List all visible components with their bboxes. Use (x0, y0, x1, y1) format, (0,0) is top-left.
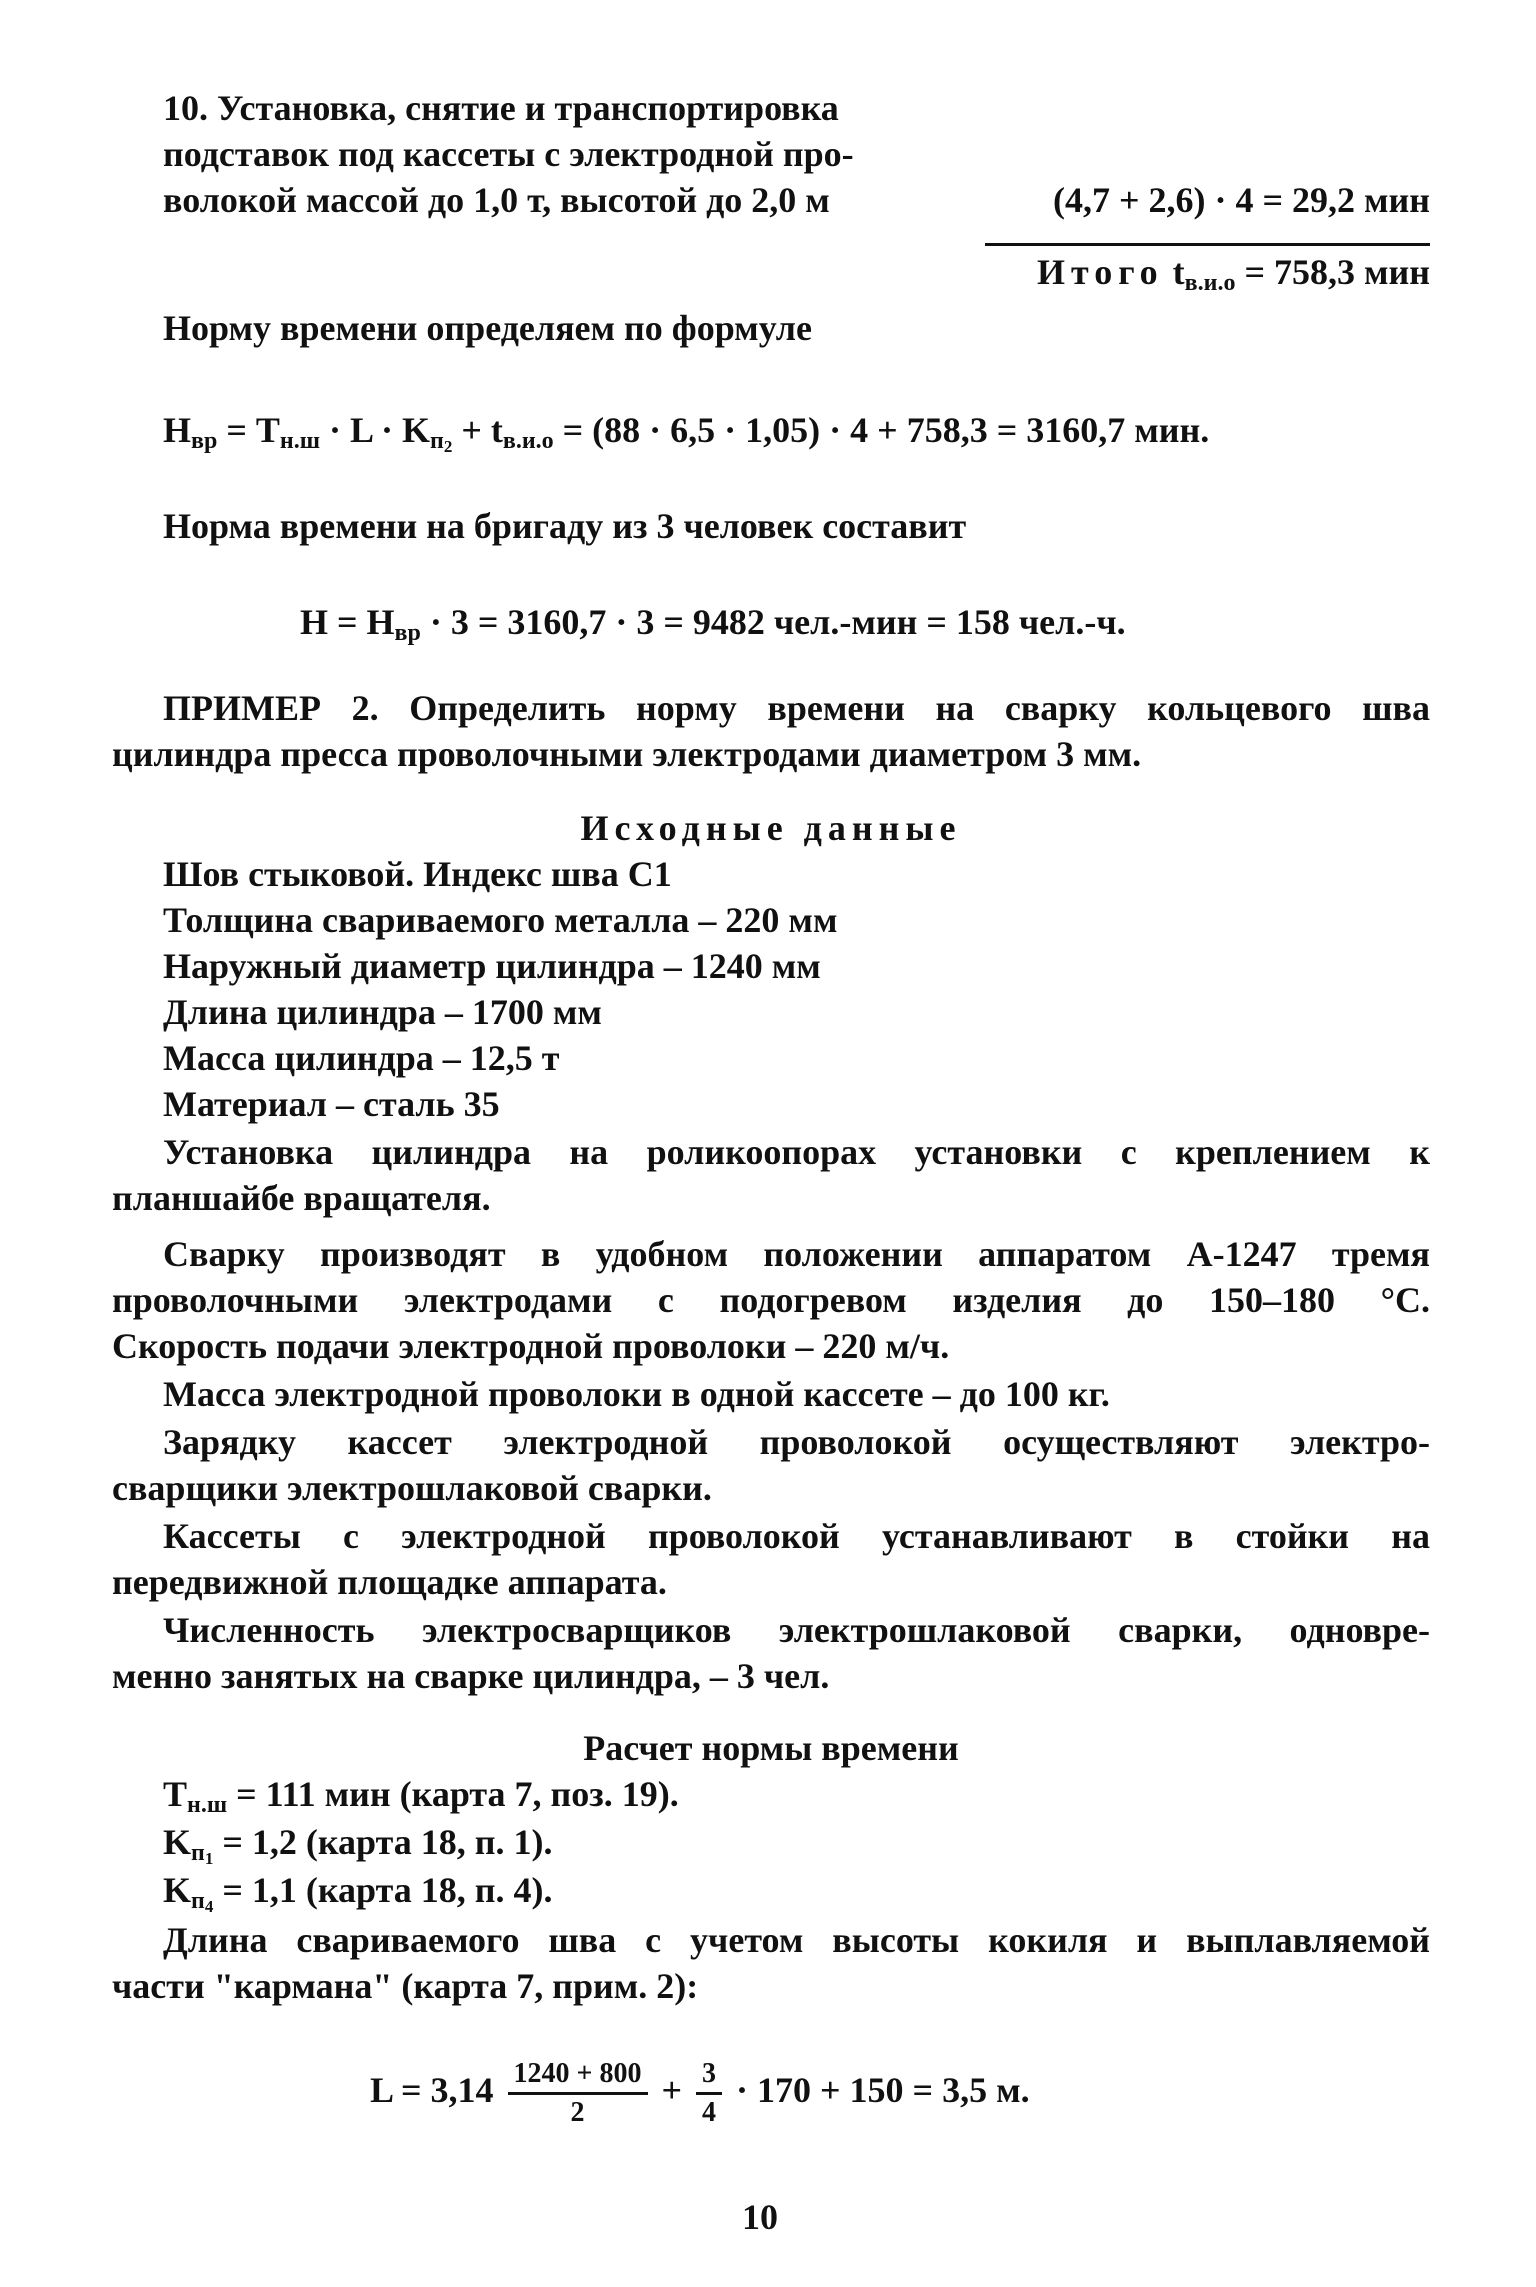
length-tail: · 170 + 150 = 3,5 м. (736, 2070, 1030, 2110)
length-lhs: L = 3,14 (370, 2070, 494, 2110)
total-value: = 758,3 мин (1244, 252, 1430, 292)
formula-t-symbol: T (255, 410, 280, 450)
total-label: Итого (1037, 252, 1164, 292)
length-text-line-2: части "кармана" (карта 7, прим. 2): (112, 1966, 699, 2006)
paragraph-line: Зарядку кассет электродной проволокой осуществляют электро- (163, 1422, 1430, 1462)
initial-data-item: Шов стыковой. Индекс шва С1 (163, 854, 672, 894)
formula-h-symbol: Н (163, 410, 192, 450)
example-text-1: Определить норму времени на сварку кольцевого шва (409, 688, 1430, 728)
fraction-2 (696, 2058, 722, 2129)
calc-k1-symbol: K (163, 1822, 192, 1862)
total-symbol: t (1172, 252, 1185, 292)
item-10-line-1: 10. Установка, снятие и транспортировка (163, 88, 839, 128)
paragraph-line: Численность электросварщиков электрошлаковой сварки, одновре- (163, 1610, 1430, 1650)
brigade-h-symbol: Н (366, 602, 395, 642)
example-label: ПРИМЕР 2. (163, 688, 379, 728)
paragraph-line: Сварку производят в удобном положении аппаратом А-1247 тремя (163, 1234, 1430, 1274)
item-10-time-value: (4,7 + 2,6) · 4 = 29,2 мин (1052, 180, 1430, 220)
calc-k1-sub: п (191, 1840, 205, 1866)
formula-t-sub: н.ш (279, 428, 320, 454)
item-10-line-3: волокой массой до 1,0 т, высотой до 2,0 м (163, 180, 830, 220)
fraction-2-numerator: 3 (696, 2058, 722, 2095)
brigade-text: Норма времени на бригаду из 3 человек составит (163, 506, 967, 546)
initial-data-item: Масса цилиндра – 12,5 т (163, 1038, 560, 1078)
formula-tv-sub: в.и.о (502, 428, 554, 454)
brigade-formula (300, 600, 1126, 655)
calc-t-sub: н.ш (187, 1792, 228, 1818)
initial-data-item: Наружный диаметр цилиндра – 1240 мм (163, 946, 821, 986)
page-number: 10 (742, 2197, 778, 2237)
paragraph-line: сварщики электрошлаковой сварки. (112, 1468, 712, 1508)
fraction-1-numerator: 1240 + 800 (508, 2058, 648, 2095)
initial-data-item: Материал – сталь 35 (163, 1084, 500, 1124)
total-rule (985, 243, 1430, 246)
initial-data-item: Толщина свариваемого металла – 220 мм (163, 900, 838, 940)
paragraph-line: передвижной площадке аппарата. (112, 1562, 667, 1602)
calc-k4-sub: п (191, 1888, 205, 1914)
brigade-lhs: Н = (300, 602, 358, 642)
calc-k4-index: 4 (204, 1897, 214, 1916)
formula-k-sub: п (430, 428, 444, 454)
calc-heading: Расчет нормы времени (583, 1728, 959, 1768)
initial-data-item: Длина цилиндра – 1700 мм (163, 992, 602, 1032)
total-sub: в.и.о (1184, 270, 1236, 296)
formula-result: = (88 · 6,5 · 1,05) · 4 + 758,3 = 3160,7 мин. (562, 410, 1210, 450)
paragraph-line: Установка цилиндра на роликоопорах установки с креплением к (163, 1132, 1430, 1172)
paragraph-line: Кассеты с электродной проволокой устанавливают в стойки на (163, 1516, 1430, 1556)
paragraph-line: проволочными электродами с подогревом изделия до 150–180 °С. (112, 1280, 1430, 1320)
length-formula (370, 2050, 1030, 2130)
calc-t-symbol: T (163, 1774, 188, 1814)
length-plus: + (661, 2070, 683, 2110)
fraction-1 (508, 2058, 648, 2129)
formula-h-sub: вр (191, 428, 218, 454)
norm-formula: $Н_{вр} = T_{н.ш} \cdot L \cdot K_{п_2} + t_{в.и.о} = (88 \cdot 6,5 \cdot 1,05) \cdot 4 + 758,3 = 3160,7$ мин. (163, 410, 1210, 456)
brigade-rest: · 3 = 3160,7 · 3 = 9482 чел.-мин = 158 чел.-ч. (429, 602, 1126, 642)
fraction-2-denominator: 4 (702, 2097, 717, 2129)
item-10-line-2: подставок под кассеты с электродной про- (163, 134, 854, 174)
calc-k4-value: = 1,1 (карта 18, п. 4). (222, 1870, 553, 1910)
formula-k-symbol: K (402, 410, 431, 450)
example-line-1 (163, 686, 1430, 730)
calc-k4-symbol: K (163, 1870, 192, 1910)
calc-k1-index: 1 (204, 1849, 214, 1868)
formula-intro: Норму времени определяем по формуле (163, 308, 812, 348)
initial-data-heading: Исходные данные (580, 808, 962, 848)
paragraph-line: Скорость подачи электродной проволоки – 220 м/ч. (112, 1326, 950, 1366)
calc-k1-value: = 1,2 (карта 18, п. 1). (222, 1822, 553, 1862)
formula-k-index: 2 (443, 437, 453, 456)
fraction-1-denominator: 2 (570, 2097, 585, 2129)
example-line-2: цилиндра пресса проволочными электродами диаметром 3 мм. (112, 734, 1142, 774)
total-line (900, 250, 1430, 305)
formula-l-symbol: L (349, 410, 372, 450)
paragraph-line: Масса электродной проволоки в одной кассете – до 100 кг. (163, 1374, 1110, 1414)
paragraph-line: менно занятых на сварке цилиндра, – 3 чел. (112, 1656, 830, 1696)
formula-tv-symbol: t (490, 410, 503, 450)
brigade-h-sub: вр (394, 620, 421, 646)
paragraph-line: планшайбе вращателя. (112, 1178, 491, 1218)
length-text-line-1: Длина свариваемого шва с учетом высоты кокиля и выплавляемой (163, 1920, 1430, 1960)
calc-t-value: = 111 мин (карта 7, поз. 19). (236, 1774, 679, 1814)
calc-t-line (163, 1772, 679, 1827)
